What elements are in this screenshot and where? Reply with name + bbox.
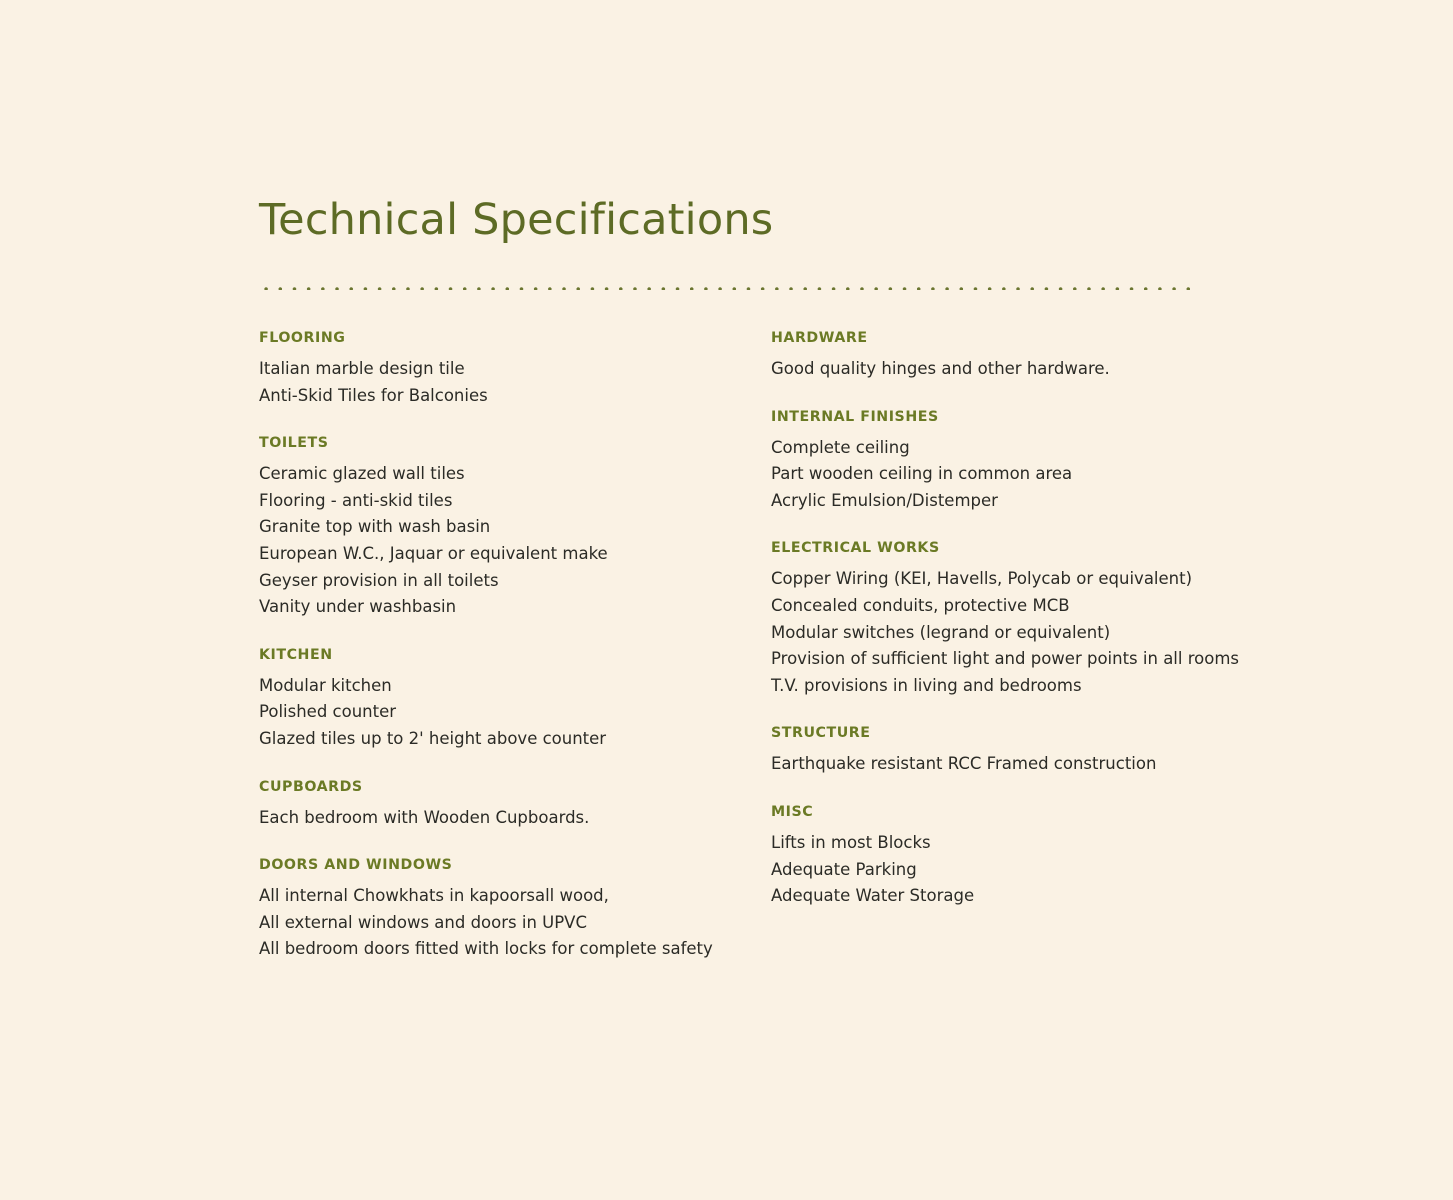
section-heading: MISC (771, 803, 814, 820)
list-item: Geyser provision in all toilets (259, 570, 499, 590)
list-item: Provision of sufficient light and power points in all rooms (771, 649, 1239, 669)
list-item: Complete ceiling (771, 437, 910, 457)
section-heading: TOILETS (259, 435, 329, 452)
list-item: Lifts in most Blocks (771, 832, 931, 852)
list-item: Part wooden ceiling in common area (771, 464, 1073, 484)
section-internal-finishes (771, 409, 1251, 515)
list-item: All external windows and doors in UPVC (259, 912, 587, 932)
section-flooring (259, 330, 739, 409)
left-column (259, 330, 739, 963)
section-toilets (259, 435, 739, 621)
list-item: Modular switches (legrand or equivalent) (771, 622, 1111, 642)
section-heading: FLOORING (259, 330, 346, 346)
section-misc (771, 804, 1251, 910)
list-item: Flooring - anti-skid tiles (259, 490, 453, 510)
list-item: T.V. provisions in living and bedrooms (771, 675, 1082, 695)
list-item: Glazed tiles up to 2' height above counter (259, 728, 607, 748)
list-item: Polished counter (259, 702, 397, 722)
list-item: All internal Chowkhats in kapoorsall wood, (259, 886, 609, 906)
list-item: European W.C., Jaquar or equivalent make (259, 543, 608, 563)
list-item: Earthquake resistant RCC Framed construction (771, 754, 1157, 774)
section-kitchen (259, 647, 739, 753)
list-item: Ceramic glazed wall tiles (259, 464, 465, 484)
section-heading: KITCHEN (259, 646, 333, 663)
section-hardware (771, 330, 1251, 383)
list-item: Each bedroom with Wooden Cupboards. (259, 807, 590, 827)
section-heading: STRUCTURE (771, 725, 871, 742)
list-item: Adequate Parking (771, 859, 917, 879)
list-item: Vanity under washbasin (259, 597, 457, 617)
list-item: Acrylic Emulsion/Distemper (771, 490, 998, 510)
list-item: Italian marble design tile (259, 359, 465, 378)
section-heading: CUPBOARDS (259, 778, 363, 795)
section-structure (771, 725, 1251, 778)
list-item: Concealed conduits, protective MCB (771, 595, 1070, 615)
list-item: Adequate Water Storage (771, 886, 975, 906)
list-item: All bedroom doors fitted with locks for complete safety (259, 939, 713, 959)
list-item: Anti-Skid Tiles for Balconies (259, 385, 488, 405)
section-electrical-works (771, 540, 1251, 699)
list-item: Modular kitchen (259, 675, 392, 695)
section-cupboards (259, 779, 739, 832)
list-item: Copper Wiring (KEI, Havells, Polycab or equivalent) (771, 569, 1193, 589)
right-column (771, 330, 1251, 910)
section-heading: INTERNAL FINISHES (771, 408, 939, 425)
section-heading: DOORS AND WINDOWS (259, 857, 453, 874)
list-item: Good quality hinges and other hardware. (771, 359, 1110, 378)
page-title: Technical Specifications (259, 195, 774, 245)
dotted-divider (259, 284, 1191, 290)
section-doors-and-windows (259, 857, 739, 963)
list-item: Granite top with wash basin (259, 517, 491, 537)
section-heading: ELECTRICAL WORKS (771, 540, 940, 557)
section-heading: HARDWARE (771, 330, 868, 346)
